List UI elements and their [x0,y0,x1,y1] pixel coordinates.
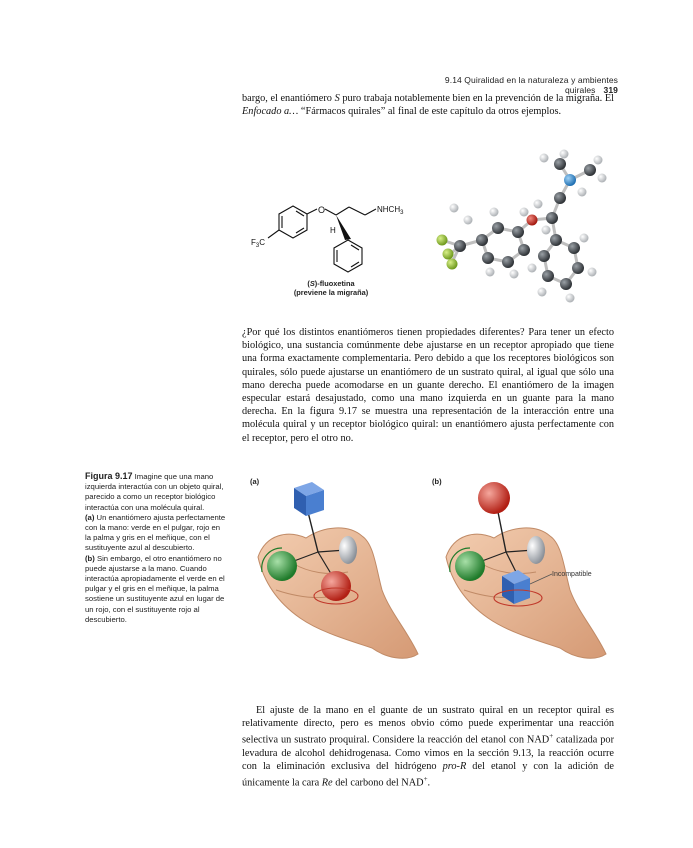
figure-caption [85,471,228,625]
incompatible-label: Incompatible [552,571,592,578]
figure-label: Figura 9.17 [85,471,133,481]
page-number: 319 [603,85,618,95]
panel-a [250,477,418,658]
para1-text-b: puro trabaja notablemente bien en la prevención de la migraña. El [339,93,614,104]
gray-sphere-b [527,536,545,564]
ball-and-stick-model [420,140,620,310]
caption-b-text: Sin embargo, el otro enantiómero no puede ajustarse a la mano. Cuando interactúa apropiadamente el verde en el pulgar y el gris en el meñique, la palma sostiene un sustituyente azul en lugar de un rojo, con el sustituyente rojo al descubierto. [85,553,225,624]
re-italic: Re [321,777,333,789]
caption-a-text: Un enantiómero ajusta perfectamente con la mano: verde en el pulgar, rojo en la palma y gris en el meñique, con el sustituyente azul al descubierto. [85,512,226,553]
gray-sphere-a [339,536,357,564]
para1-text-a: bargo, el enantiómero [242,93,335,104]
blue-cube-a [294,482,324,516]
green-sphere-b [455,551,485,581]
green-sphere-a [267,551,297,581]
left-benzene-ring [279,206,307,238]
paragraph-1 [242,92,614,118]
para3-text-e: . [427,777,431,789]
para3-plus-1: + [549,732,554,741]
red-sphere-a [321,571,351,601]
f-atom-3 [443,249,454,260]
cf3-group: $F_3C$ [251,238,266,249]
hydrogen-atom: H [330,226,336,235]
f-atom-2 [447,259,458,270]
red-sphere-b [478,482,510,514]
phenyl-ring [334,240,362,272]
oxygen-atom: O [318,205,326,215]
panel-b-label: (b) [432,477,442,486]
para3-text-d: del carbono del NAD [332,777,424,789]
para1-s-italic: S [334,93,340,104]
caption-intro: Imagine que una mano izquierda interactúa con un objeto quiral, parecido a como un receptor biológico interactúa con una molécula quiral. [85,472,224,512]
molecule-name [276,279,386,297]
panel-b [432,477,606,658]
nhch3-group: $NHCH_3$ [377,205,404,216]
para1-text-c: “Fármacos quirales” al final de este capítulo da otros ejemplos. [298,106,562,118]
para3-text-b: catalizada por levadura de alcohol dehidrogenasa. Como vimos en la sección 9.13, la reacción ocurre con la eliminación exclusiva del hidrógeno [242,734,615,773]
para3-text-a: El ajuste de la mano en el guante de un sustrato quiral en un receptor quiral es relativamente directo, pero es menos obvio cómo puede experimentar una reacción selectiva un sustrato proquiral. Considere la reacción del etanol con NAD [242,705,614,746]
hand-figure [236,472,616,672]
pro-r-italic: pro-R [442,761,467,773]
caption-b-label: (b) [85,553,95,563]
fluoxetine-structure [235,190,405,285]
caption-a-label: (a) [85,512,95,522]
section-title: 9.14 Quiralidad en la naturaleza y ambientes quirales [444,75,618,95]
molecule-name-line2: (previene la migraña) [293,288,369,297]
f-atom-1 [437,235,448,246]
paragraph-2: ¿Por qué los distintos enantiómeros tienen propiedades diferentes? Para tener un efecto biológico, una sustancia comúnmente debe ajustarse en un receptor apropiado que tiene una forma exactamente complementaria. Pero debido a que los receptores biológicos son quirales, sólo puede ajustarse un enantiómero de un sustrato quiral, al igual que sólo una mano derecha puede acomodarse en un guante derecho. El enantiómero de la imagen especular estará desajustado, como una mano izquierda en un guante para la mano derecha. En la figura 9.17 se muestra una representación de la interacción entre una molécula quiral y un receptor biológico quiral: un enantiómero ajusta perfectamente con el receptor, pero el otro no. [242,327,614,444]
panel-a-label: (a) [250,477,260,486]
n-atom [564,174,576,186]
paragraph-3 [242,704,614,790]
enfocado-link[interactable]: Enfocado a… [242,106,299,118]
molecule-name-line1: (S)-fluoxetina [307,279,355,288]
para3-plus-2: + [423,775,428,784]
para3-text-c: del etanol y con la adición de únicamente la cara [242,761,614,789]
o-atom [527,215,538,226]
